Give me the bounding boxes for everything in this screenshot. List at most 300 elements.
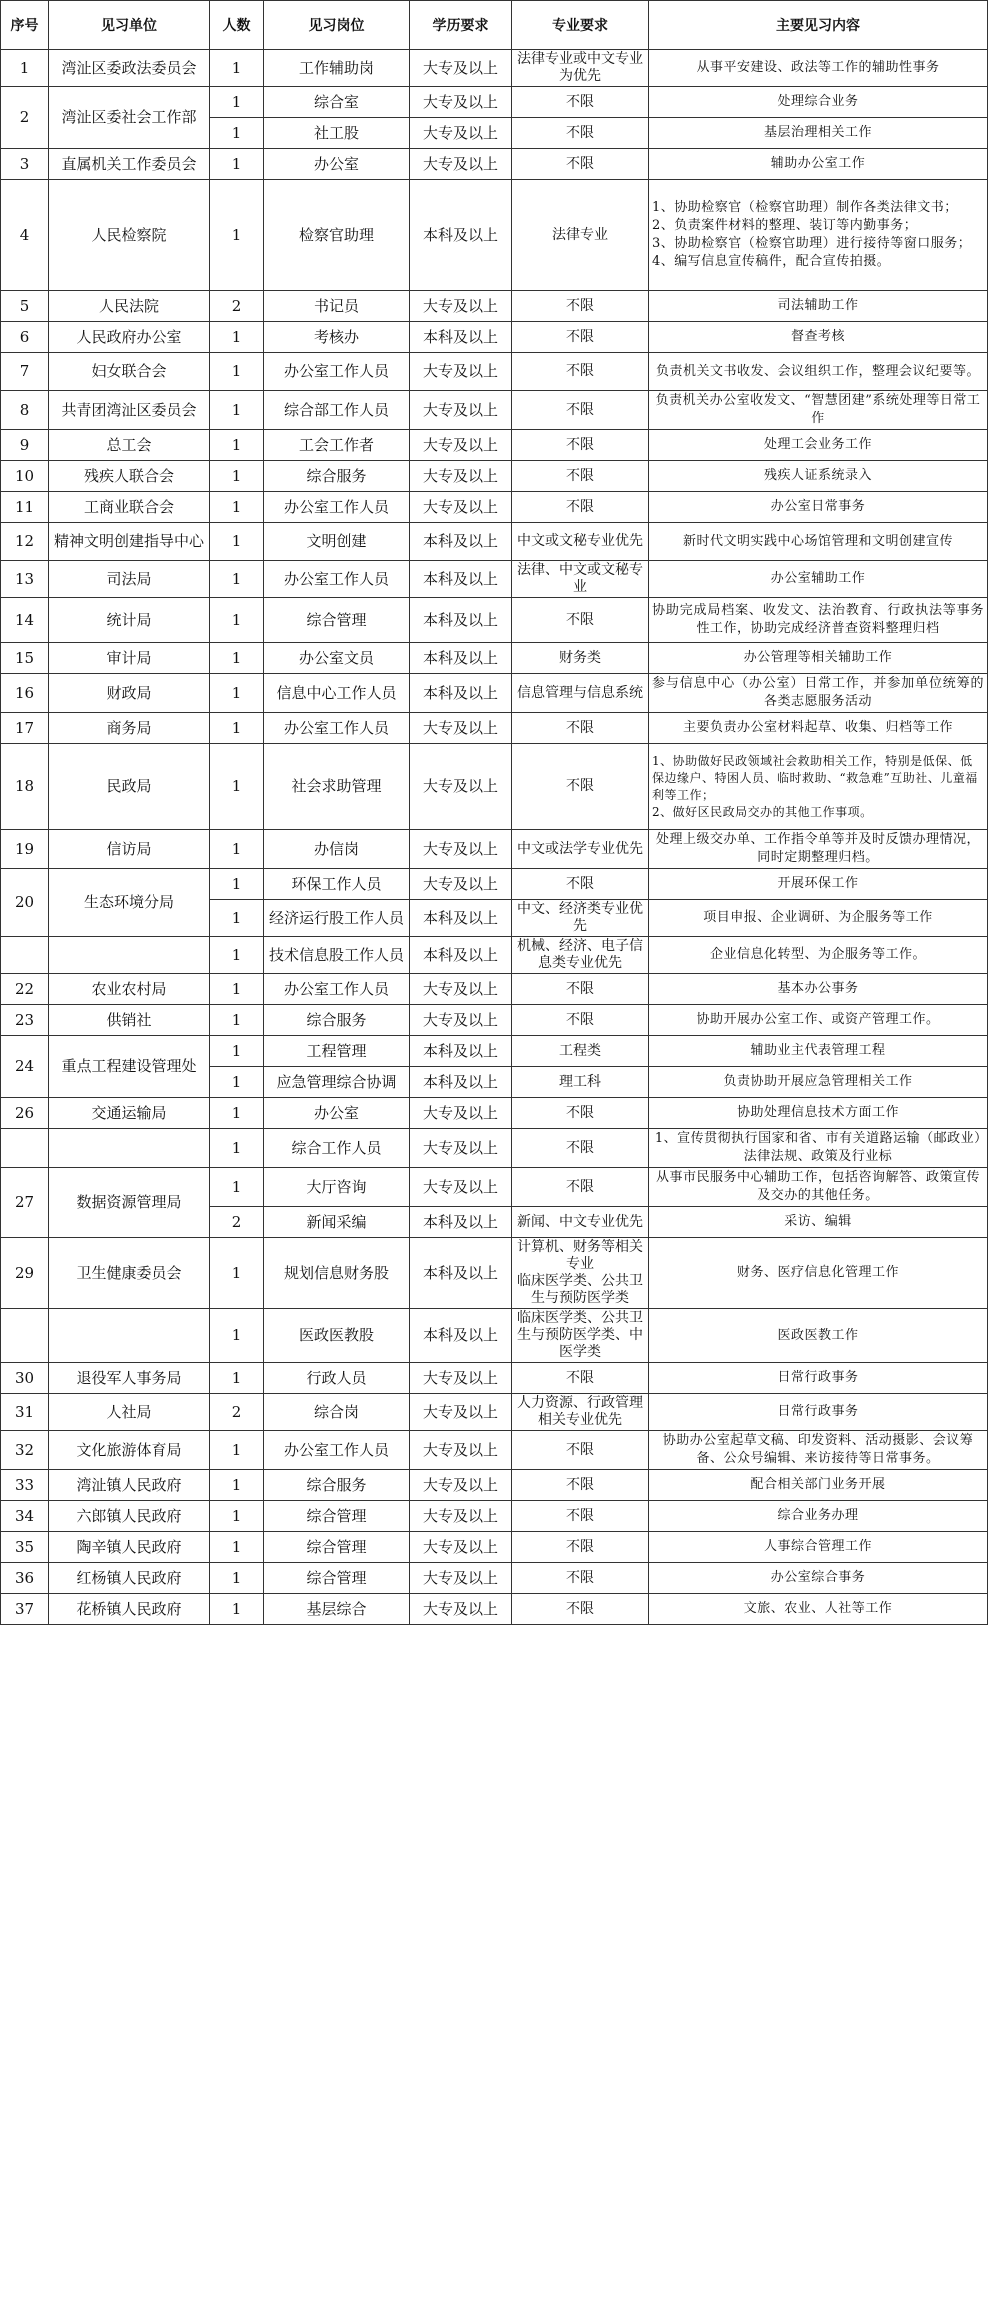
table-row — [1, 149, 988, 180]
education-requirement: 大专及以上 — [410, 1098, 512, 1129]
unit-name: 残疾人联合会 — [49, 461, 210, 492]
education-requirement: 本科及以上 — [410, 674, 512, 713]
education-requirement: 大专及以上 — [410, 1005, 512, 1036]
row-number: 10 — [1, 461, 49, 492]
post-name: 工作辅助岗 — [264, 50, 410, 87]
row-number: 13 — [1, 561, 49, 598]
table-row — [1, 391, 988, 430]
headcount: 1 — [210, 1532, 264, 1563]
unit-name: 商务局 — [49, 713, 210, 744]
unit-name: 六郎镇人民政府 — [49, 1501, 210, 1532]
education-requirement: 大专及以上 — [410, 118, 512, 149]
main-content: 辅助办公室工作 — [649, 149, 988, 180]
post-name: 技术信息股工作人员 — [264, 937, 410, 974]
education-requirement: 大专及以上 — [410, 1470, 512, 1501]
main-content: 协助开展办公室工作、或资产管理工作。 — [649, 1005, 988, 1036]
major-requirement: 不限 — [512, 869, 649, 900]
row-number: 23 — [1, 1005, 49, 1036]
post-name: 综合岗 — [264, 1394, 410, 1431]
unit-name: 湾沚区委社会工作部 — [49, 87, 210, 149]
main-content: 办公室辅助工作 — [649, 561, 988, 598]
post-name: 规划信息财务股 — [264, 1238, 410, 1309]
headcount: 1 — [210, 87, 264, 118]
major-requirement: 法律专业或中文专业为优先 — [512, 50, 649, 87]
headcount: 1 — [210, 149, 264, 180]
headcount: 1 — [210, 523, 264, 561]
main-content: 参与信息中心（办公室）日常工作，并参加单位统筹的各类志愿服务活动 — [649, 674, 988, 713]
row-number: 32 — [1, 1431, 49, 1470]
main-content: 负责机关办公室收发文、“智慧团建”系统处理等日常工作 — [649, 391, 988, 430]
education-requirement: 大专及以上 — [410, 1363, 512, 1394]
header-count: 人数 — [210, 1, 264, 50]
header-major: 专业要求 — [512, 1, 649, 50]
post-name: 综合室 — [264, 87, 410, 118]
major-requirement: 中文或文秘专业优先 — [512, 523, 649, 561]
education-requirement: 大专及以上 — [410, 291, 512, 322]
education-requirement: 大专及以上 — [410, 974, 512, 1005]
table-row — [1, 461, 988, 492]
major-requirement: 不限 — [512, 149, 649, 180]
unit-name: 人社局 — [49, 1394, 210, 1431]
unit-name: 退役军人事务局 — [49, 1363, 210, 1394]
education-requirement: 本科及以上 — [410, 180, 512, 291]
major-requirement: 工程类 — [512, 1036, 649, 1067]
major-requirement: 不限 — [512, 118, 649, 149]
major-requirement: 不限 — [512, 1431, 649, 1470]
row-number: 4 — [1, 180, 49, 291]
table-row — [1, 1363, 988, 1394]
post-name: 办公室工作人员 — [264, 974, 410, 1005]
table-row — [1, 1129, 988, 1168]
table-row — [1, 87, 988, 118]
education-requirement: 大专及以上 — [410, 149, 512, 180]
post-name: 综合服务 — [264, 461, 410, 492]
unit-name — [49, 1129, 210, 1168]
table-row — [1, 744, 988, 830]
major-requirement: 不限 — [512, 1563, 649, 1594]
post-name: 检察官助理 — [264, 180, 410, 291]
table-row — [1, 1532, 988, 1563]
unit-name: 数据资源管理局 — [49, 1168, 210, 1238]
header-post: 见习岗位 — [264, 1, 410, 50]
education-requirement: 大专及以上 — [410, 87, 512, 118]
education-requirement: 大专及以上 — [410, 744, 512, 830]
unit-name: 总工会 — [49, 430, 210, 461]
post-name: 经济运行股工作人员 — [264, 900, 410, 937]
post-name: 综合工作人员 — [264, 1129, 410, 1168]
major-requirement: 不限 — [512, 598, 649, 643]
header-education: 学历要求 — [410, 1, 512, 50]
unit-name: 财政局 — [49, 674, 210, 713]
main-content: 人事综合管理工作 — [649, 1532, 988, 1563]
headcount: 1 — [210, 1036, 264, 1067]
post-name: 办公室文员 — [264, 643, 410, 674]
header-row — [1, 1, 988, 50]
headcount: 1 — [210, 180, 264, 291]
headcount: 1 — [210, 492, 264, 523]
post-name: 工会工作者 — [264, 430, 410, 461]
table-row — [1, 1098, 988, 1129]
headcount: 1 — [210, 1470, 264, 1501]
headcount: 1 — [210, 1563, 264, 1594]
main-content: 1、协助检察官（检察官助理）制作各类法律文书； 2、负责案件材料的整理、装订等内勤事务； 3、协助检察官（检察官助理）进行接待等窗口服务； 4、编写信息宣传稿件，配合宣传拍摄。 — [649, 180, 988, 291]
row-number: 34 — [1, 1501, 49, 1532]
post-name: 综合服务 — [264, 1005, 410, 1036]
major-requirement: 不限 — [512, 87, 649, 118]
table-row — [1, 1501, 988, 1532]
headcount: 1 — [210, 830, 264, 869]
table-row — [1, 1168, 988, 1207]
major-requirement: 计算机、财务等相关专业 临床医学类、公共卫生与预防医学类 — [512, 1238, 649, 1309]
row-number: 5 — [1, 291, 49, 322]
major-requirement: 不限 — [512, 353, 649, 391]
post-name: 行政人员 — [264, 1363, 410, 1394]
unit-name: 陶辛镇人民政府 — [49, 1532, 210, 1563]
headcount: 1 — [210, 118, 264, 149]
major-requirement: 不限 — [512, 1168, 649, 1207]
headcount: 1 — [210, 1129, 264, 1168]
row-number: 27 — [1, 1168, 49, 1238]
headcount: 1 — [210, 744, 264, 830]
main-content: 采访、编辑 — [649, 1207, 988, 1238]
post-name: 新闻采编 — [264, 1207, 410, 1238]
unit-name: 信访局 — [49, 830, 210, 869]
header-no: 序号 — [1, 1, 49, 50]
headcount: 1 — [210, 713, 264, 744]
unit-name: 文化旅游体育局 — [49, 1431, 210, 1470]
main-content: 1、宣传贯彻执行国家和省、市有关道路运输（邮政业）法律法规、政策及行业标 — [649, 1129, 988, 1168]
major-requirement: 不限 — [512, 1098, 649, 1129]
row-number: 16 — [1, 674, 49, 713]
main-content: 协助办公室起草文稿、印发资料、活动摄影、会议筹备、公众号编辑、来访接待等日常事务。 — [649, 1431, 988, 1470]
row-number: 12 — [1, 523, 49, 561]
unit-name: 红杨镇人民政府 — [49, 1563, 210, 1594]
row-number: 3 — [1, 149, 49, 180]
post-name: 综合部工作人员 — [264, 391, 410, 430]
unit-name: 湾沚区委政法委员会 — [49, 50, 210, 87]
post-name: 文明创建 — [264, 523, 410, 561]
major-requirement: 不限 — [512, 322, 649, 353]
headcount: 1 — [210, 1005, 264, 1036]
row-number — [1, 1129, 49, 1168]
unit-name: 重点工程建设管理处 — [49, 1036, 210, 1098]
main-content: 新时代文明实践中心场馆管理和文明创建宣传 — [649, 523, 988, 561]
main-content: 负责协助开展应急管理相关工作 — [649, 1067, 988, 1098]
unit-name: 农业农村局 — [49, 974, 210, 1005]
major-requirement: 不限 — [512, 1532, 649, 1563]
post-name: 大厅咨询 — [264, 1168, 410, 1207]
post-name: 综合管理 — [264, 598, 410, 643]
post-name: 办公室工作人员 — [264, 492, 410, 523]
major-requirement: 理工科 — [512, 1067, 649, 1098]
main-content: 负责机关文书收发、会议组织工作，整理会议纪要等。 — [649, 353, 988, 391]
row-number: 19 — [1, 830, 49, 869]
major-requirement: 财务类 — [512, 643, 649, 674]
major-requirement: 中文或法学专业优先 — [512, 830, 649, 869]
headcount: 1 — [210, 322, 264, 353]
education-requirement: 本科及以上 — [410, 523, 512, 561]
row-number: 11 — [1, 492, 49, 523]
row-number — [1, 937, 49, 974]
education-requirement: 本科及以上 — [410, 1238, 512, 1309]
major-requirement: 机械、经济、电子信息类专业优先 — [512, 937, 649, 974]
main-content: 残疾人证系统录入 — [649, 461, 988, 492]
major-requirement: 不限 — [512, 430, 649, 461]
headcount: 1 — [210, 1363, 264, 1394]
table-row — [1, 430, 988, 461]
major-requirement: 临床医学类、公共卫生与预防医学类、中医学类 — [512, 1309, 649, 1363]
major-requirement: 不限 — [512, 461, 649, 492]
post-name: 综合管理 — [264, 1532, 410, 1563]
headcount: 2 — [210, 291, 264, 322]
main-content: 财务、医疗信息化管理工作 — [649, 1238, 988, 1309]
education-requirement: 大专及以上 — [410, 1394, 512, 1431]
table-row — [1, 1594, 988, 1625]
main-content: 日常行政事务 — [649, 1363, 988, 1394]
headcount: 1 — [210, 1309, 264, 1363]
headcount: 1 — [210, 1501, 264, 1532]
headcount: 1 — [210, 1431, 264, 1470]
education-requirement: 本科及以上 — [410, 1067, 512, 1098]
unit-name: 湾沚镇人民政府 — [49, 1470, 210, 1501]
table-row — [1, 830, 988, 869]
headcount: 1 — [210, 1067, 264, 1098]
major-requirement: 人力资源、行政管理相关专业优先 — [512, 1394, 649, 1431]
table-row — [1, 291, 988, 322]
education-requirement: 大专及以上 — [410, 1168, 512, 1207]
headcount: 1 — [210, 461, 264, 492]
main-content: 基层治理相关工作 — [649, 118, 988, 149]
table-row — [1, 1394, 988, 1431]
row-number: 24 — [1, 1036, 49, 1098]
post-name: 办公室工作人员 — [264, 561, 410, 598]
education-requirement: 本科及以上 — [410, 561, 512, 598]
education-requirement: 本科及以上 — [410, 900, 512, 937]
unit-name: 审计局 — [49, 643, 210, 674]
table-row — [1, 1036, 988, 1067]
headcount: 1 — [210, 1168, 264, 1207]
table-row — [1, 1238, 988, 1309]
major-requirement: 不限 — [512, 291, 649, 322]
unit-name: 精神文明创建指导中心 — [49, 523, 210, 561]
headcount: 1 — [210, 598, 264, 643]
table-row — [1, 643, 988, 674]
headcount: 1 — [210, 674, 264, 713]
table-row — [1, 523, 988, 561]
main-content: 督查考核 — [649, 322, 988, 353]
table-row — [1, 353, 988, 391]
post-name: 办公室工作人员 — [264, 713, 410, 744]
main-content: 司法辅助工作 — [649, 291, 988, 322]
main-content: 文旅、农业、人社等工作 — [649, 1594, 988, 1625]
headcount: 1 — [210, 1594, 264, 1625]
main-content: 办公管理等相关辅助工作 — [649, 643, 988, 674]
unit-name — [49, 937, 210, 974]
row-number: 2 — [1, 87, 49, 149]
major-requirement: 不限 — [512, 1594, 649, 1625]
major-requirement: 不限 — [512, 1363, 649, 1394]
major-requirement: 法律、中文或文秘专业 — [512, 561, 649, 598]
main-content: 处理综合业务 — [649, 87, 988, 118]
headcount: 1 — [210, 937, 264, 974]
row-number: 1 — [1, 50, 49, 87]
education-requirement: 本科及以上 — [410, 1207, 512, 1238]
row-number: 17 — [1, 713, 49, 744]
unit-name: 供销社 — [49, 1005, 210, 1036]
table-row — [1, 974, 988, 1005]
headcount: 1 — [210, 50, 264, 87]
headcount: 2 — [210, 1394, 264, 1431]
post-name: 综合管理 — [264, 1563, 410, 1594]
table-row — [1, 50, 988, 87]
unit-name: 卫生健康委员会 — [49, 1238, 210, 1309]
post-name: 办信岗 — [264, 830, 410, 869]
row-number: 14 — [1, 598, 49, 643]
education-requirement: 大专及以上 — [410, 1501, 512, 1532]
unit-name: 妇女联合会 — [49, 353, 210, 391]
education-requirement: 大专及以上 — [410, 869, 512, 900]
row-number: 6 — [1, 322, 49, 353]
headcount: 1 — [210, 353, 264, 391]
major-requirement: 不限 — [512, 1129, 649, 1168]
headcount: 1 — [210, 900, 264, 937]
unit-name: 统计局 — [49, 598, 210, 643]
major-requirement: 不限 — [512, 492, 649, 523]
table-row — [1, 1470, 988, 1501]
row-number: 37 — [1, 1594, 49, 1625]
header-unit: 见习单位 — [49, 1, 210, 50]
unit-name: 花桥镇人民政府 — [49, 1594, 210, 1625]
main-content: 企业信息化转型、为企服务等工作。 — [649, 937, 988, 974]
row-number: 30 — [1, 1363, 49, 1394]
row-number — [1, 1309, 49, 1363]
post-name: 医政医教股 — [264, 1309, 410, 1363]
main-content: 从事市民服务中心辅助工作，包括咨询解答、政策宣传及交办的其他任务。 — [649, 1168, 988, 1207]
main-content: 项目申报、企业调研、为企服务等工作 — [649, 900, 988, 937]
major-requirement: 信息管理与信息系统 — [512, 674, 649, 713]
table-row — [1, 1005, 988, 1036]
education-requirement: 大专及以上 — [410, 492, 512, 523]
headcount: 1 — [210, 643, 264, 674]
main-content: 医政医教工作 — [649, 1309, 988, 1363]
table-row — [1, 869, 988, 900]
main-content: 辅助业主代表管理工程 — [649, 1036, 988, 1067]
main-content: 综合业务办理 — [649, 1501, 988, 1532]
major-requirement: 新闻、中文专业优先 — [512, 1207, 649, 1238]
main-content: 主要负责办公室材料起草、收集、归档等工作 — [649, 713, 988, 744]
post-name: 办公室 — [264, 149, 410, 180]
main-content: 1、协助做好民政领域社会救助相关工作，特别是低保、低保边缘户、特困人员、临时救助、“救急难”互助社、儿童福利等工作； 2、做好区民政局交办的其他工作事项。 — [649, 744, 988, 830]
unit-name: 共青团湾沚区委员会 — [49, 391, 210, 430]
major-requirement: 不限 — [512, 744, 649, 830]
unit-name: 工商业联合会 — [49, 492, 210, 523]
education-requirement: 大专及以上 — [410, 713, 512, 744]
post-name: 综合服务 — [264, 1470, 410, 1501]
major-requirement: 不限 — [512, 1005, 649, 1036]
table-row — [1, 1309, 988, 1363]
post-name: 社会求助管理 — [264, 744, 410, 830]
major-requirement: 不限 — [512, 974, 649, 1005]
education-requirement: 本科及以上 — [410, 322, 512, 353]
post-name: 环保工作人员 — [264, 869, 410, 900]
main-content: 处理上级交办单、工作指令单等并及时反馈办理情况，同时定期整理归档。 — [649, 830, 988, 869]
post-name: 考核办 — [264, 322, 410, 353]
education-requirement: 大专及以上 — [410, 1129, 512, 1168]
header-content: 主要见习内容 — [649, 1, 988, 50]
row-number: 22 — [1, 974, 49, 1005]
table-row — [1, 713, 988, 744]
row-number: 18 — [1, 744, 49, 830]
headcount: 1 — [210, 391, 264, 430]
table-row — [1, 322, 988, 353]
main-content: 办公室综合事务 — [649, 1563, 988, 1594]
headcount: 2 — [210, 1207, 264, 1238]
row-number: 31 — [1, 1394, 49, 1431]
unit-name: 交通运输局 — [49, 1098, 210, 1129]
unit-name: 生态环境分局 — [49, 869, 210, 937]
education-requirement: 大专及以上 — [410, 1563, 512, 1594]
unit-name — [49, 1309, 210, 1363]
row-number: 33 — [1, 1470, 49, 1501]
major-requirement: 不限 — [512, 391, 649, 430]
unit-name: 人民检察院 — [49, 180, 210, 291]
table-row — [1, 180, 988, 291]
unit-name: 司法局 — [49, 561, 210, 598]
post-name: 工程管理 — [264, 1036, 410, 1067]
table-row — [1, 1431, 988, 1470]
major-requirement: 不限 — [512, 713, 649, 744]
education-requirement: 大专及以上 — [410, 830, 512, 869]
post-name: 基层综合 — [264, 1594, 410, 1625]
headcount: 1 — [210, 561, 264, 598]
table-row — [1, 937, 988, 974]
post-name: 办公室工作人员 — [264, 1431, 410, 1470]
main-content: 开展环保工作 — [649, 869, 988, 900]
main-content: 办公室日常事务 — [649, 492, 988, 523]
education-requirement: 本科及以上 — [410, 643, 512, 674]
post-name: 应急管理综合协调 — [264, 1067, 410, 1098]
education-requirement: 本科及以上 — [410, 937, 512, 974]
post-name: 书记员 — [264, 291, 410, 322]
row-number: 9 — [1, 430, 49, 461]
row-number: 29 — [1, 1238, 49, 1309]
main-content: 处理工会业务工作 — [649, 430, 988, 461]
education-requirement: 本科及以上 — [410, 1309, 512, 1363]
education-requirement: 本科及以上 — [410, 1036, 512, 1067]
unit-name: 民政局 — [49, 744, 210, 830]
education-requirement: 大专及以上 — [410, 461, 512, 492]
headcount: 1 — [210, 1238, 264, 1309]
unit-name: 人民政府办公室 — [49, 322, 210, 353]
education-requirement: 大专及以上 — [410, 1431, 512, 1470]
table-body — [1, 50, 988, 1625]
headcount: 1 — [210, 430, 264, 461]
main-content: 配合相关部门业务开展 — [649, 1470, 988, 1501]
education-requirement: 大专及以上 — [410, 353, 512, 391]
table-row — [1, 1563, 988, 1594]
education-requirement: 大专及以上 — [410, 50, 512, 87]
headcount: 1 — [210, 974, 264, 1005]
post-name: 办公室 — [264, 1098, 410, 1129]
main-content: 基本办公事务 — [649, 974, 988, 1005]
row-number: 7 — [1, 353, 49, 391]
major-requirement: 不限 — [512, 1470, 649, 1501]
main-content: 协助完成局档案、收发文、法治教育、行政执法等事务性工作，协助完成经济普查资料整理归档 — [649, 598, 988, 643]
headcount: 1 — [210, 869, 264, 900]
row-number: 35 — [1, 1532, 49, 1563]
row-number: 36 — [1, 1563, 49, 1594]
table-row — [1, 674, 988, 713]
